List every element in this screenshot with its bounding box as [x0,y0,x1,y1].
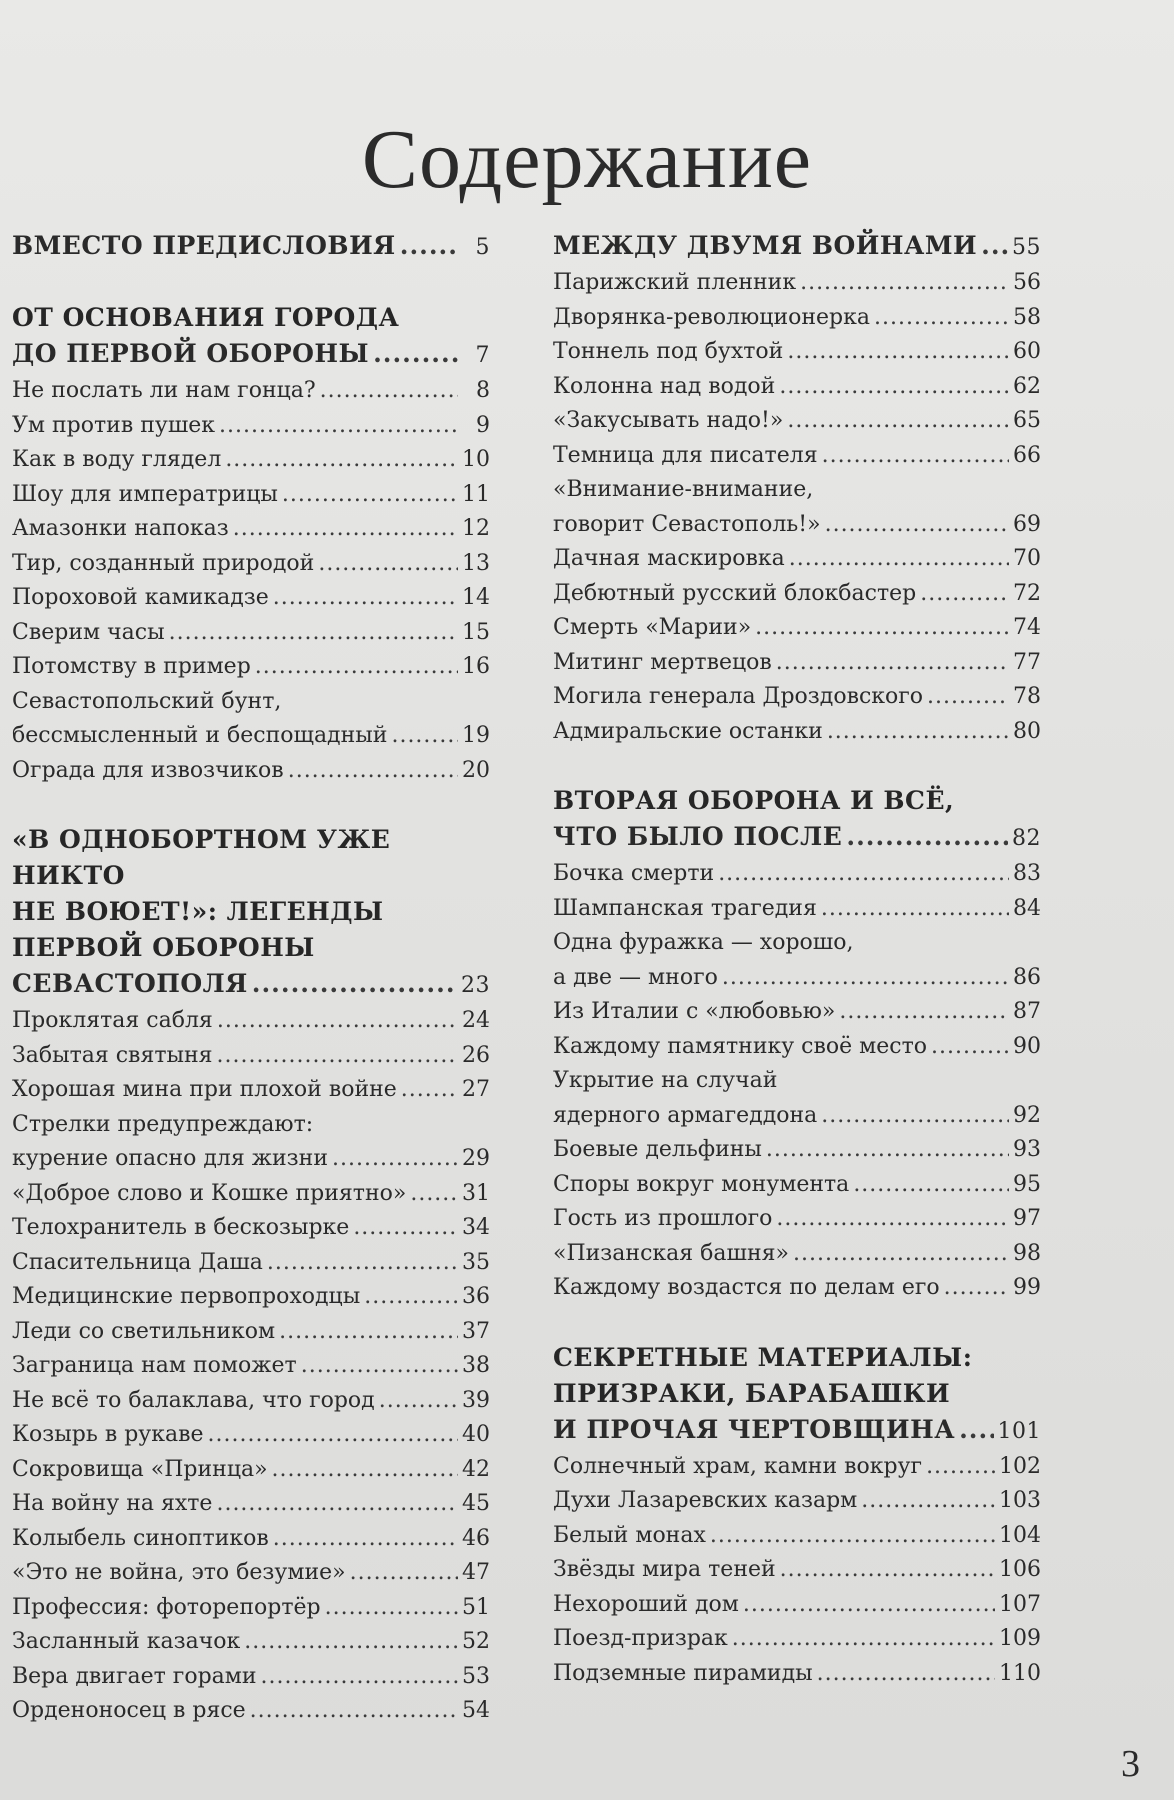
toc-entry-title: Каждому воздастся по делам его [553,1275,940,1300]
toc-entry-title: Амазонки напоказ [12,516,229,541]
page-ref: 19 [462,723,490,748]
toc-entry-line: «Внимание-внимание, [553,477,814,502]
toc-entry [553,1450,1041,1485]
section-title: И ПРОЧАЯ ЧЕРТОВЩИНА [553,1414,956,1444]
page-ref: 104 [999,1522,1041,1548]
dot-leader [400,228,458,264]
dot-leader [779,370,1009,405]
toc-entry-title: Медицинские первопроходцы [12,1284,361,1309]
dot-leader [780,1553,995,1588]
toc-section [553,1340,1041,1692]
toc-entry-title: курение опасно для жизни [12,1146,329,1171]
dot-leader [766,1133,1009,1168]
toc-right-column [553,228,1041,1725]
toc-entry [12,1660,490,1695]
toc-entry [12,1315,490,1350]
toc-entry-title: Из Италии с «любовью» [553,999,836,1024]
dot-leader [350,1556,458,1591]
page-ref: 93 [1013,1137,1041,1162]
toc-entry-title: Спасительница Даша [12,1249,263,1275]
dot-leader [787,335,1009,370]
toc-entry-title: Ограда для извозчиков [12,757,284,783]
dot-leader [926,1450,995,1485]
page-ref: 36 [462,1284,490,1309]
section-heading-line: ПРИЗРАКИ, БАРАБАШКИ [553,1378,951,1408]
toc-entry [553,335,1041,370]
section-heading [12,336,490,374]
toc-entry-title: Могила генерала Дроздовского [553,684,924,709]
page-ref: 40 [462,1422,490,1447]
toc-entry-title: Проклятая сабля [12,1008,213,1033]
toc-entry-title: Как в воду глядел [12,447,222,472]
page-ref: 78 [1013,684,1041,709]
dot-leader [817,1657,995,1692]
page-ref: 11 [462,481,490,507]
toc-entry-title: Нехороший дом [553,1591,739,1617]
page-ref: 10 [462,447,490,472]
toc-entry-title: Бочка смерти [553,861,715,886]
toc-entry-title: Засланный казачок [12,1629,241,1654]
dot-leader [846,819,1008,855]
page-ref: 109 [999,1626,1041,1651]
dot-leader [373,336,458,372]
page-ref: 37 [462,1318,490,1344]
section-heading-line: «В ОДНОБОРТНОМ УЖЕ НИКТО [12,825,391,890]
page-ref: 51 [462,1594,490,1620]
page-ref: 62 [1013,373,1041,399]
dot-leader [216,1487,458,1522]
toc-entry-line: Севастопольский бунт, [12,688,282,714]
toc-entry-title: Митинг мертвецов [553,649,772,675]
page-ref: 15 [462,619,490,645]
dot-leader [364,1280,458,1315]
toc-entry-title: Колыбель синоптиков [12,1525,269,1551]
toc-entry-title: «Закусывать надо!» [553,408,784,433]
toc-entry [12,1384,490,1419]
page-ref: 90 [1013,1033,1041,1059]
toc-entry-title: Козырь в рукаве [12,1422,204,1447]
toc-section [553,228,1041,749]
page-ref: 65 [1013,408,1041,433]
toc-entry-title: Ум против пушек [12,412,216,438]
section-heading-line: ОТ ОСНОВАНИЯ ГОРОДА [12,303,400,332]
toc-entry [12,1073,490,1108]
dot-leader [288,754,458,789]
toc-entry [553,1202,1041,1237]
toc-entry-title: Профессия: фоторепортёр [12,1594,321,1620]
toc-entry-title: Смерть «Марии» [553,615,752,640]
page-ref: 74 [1013,615,1041,640]
section-title: ЧТО БЫЛО ПОСЛЕ [553,822,843,851]
dot-leader [800,266,1009,301]
page-ref: 13 [462,550,490,576]
toc-entry [12,409,490,444]
toc-entry [12,478,490,513]
page-ref: 29 [462,1146,490,1171]
toc-entry [553,266,1041,301]
dot-leader [267,1246,458,1281]
page-ref: 77 [1013,649,1041,675]
toc-entry-title: Пороховой камикадзе [12,585,269,610]
page-ref: 23 [461,973,490,998]
page-ref: 39 [462,1387,490,1413]
page-ref: 35 [462,1249,490,1275]
toc-entry-title: Леди со светильником [12,1318,276,1344]
dot-leader [821,1099,1009,1134]
toc-entry [553,542,1041,577]
dot-leader [718,857,1009,892]
dot-leader [391,719,458,754]
dot-leader [353,1211,458,1246]
dot-leader [944,1271,1009,1306]
toc-entry [12,1522,490,1557]
toc-entry-title: говорит Севастополь!» [553,511,821,537]
toc-entry [553,404,1041,439]
dot-leader [787,404,1009,439]
toc-entry [553,995,1041,1030]
toc-entry-title: Не послать ли нам гонца? [12,378,316,403]
section-heading [553,819,1041,857]
page-ref: 92 [1013,1102,1041,1128]
dot-leader [273,581,458,616]
toc-left-column [12,228,490,1763]
page-ref: 70 [1013,546,1041,571]
toc-entry [553,370,1041,405]
page-ref: 95 [1013,1171,1041,1197]
section-heading-line: ПЕРВОЙ ОБОРОНЫ [12,933,315,962]
page-ref: 14 [462,585,490,610]
dot-leader [853,1168,1009,1203]
page-ref: 86 [1013,964,1041,990]
toc-entry-title: Забытая святыня [12,1042,213,1068]
page-ref: 66 [1013,442,1041,468]
page-ref: 97 [1013,1206,1041,1231]
page-ref: 69 [1013,511,1041,537]
dot-leader [743,1588,995,1623]
dot-leader [379,1384,458,1419]
page-ref: 110 [999,1660,1041,1686]
page-ref: 46 [462,1525,490,1551]
toc-entry [553,1168,1041,1203]
page-ref: 84 [1013,895,1041,921]
dot-leader [874,301,1009,336]
dot-leader [225,443,458,478]
page-ref: 20 [462,757,490,783]
toc-entry [12,1004,490,1039]
page-ref: 83 [1013,861,1041,886]
toc-entry [553,680,1041,715]
toc-entry [553,1133,1041,1168]
dot-leader [793,1237,1009,1272]
dot-leader [732,1622,995,1657]
toc-entry-title: Сверим часы [12,619,165,645]
page-ref: 72 [1013,580,1041,606]
toc-entry-title: Хорошая мина при плохой войне [12,1077,397,1102]
toc-entry-title: Заграница нам поможет [12,1353,297,1378]
page-ref: 16 [462,654,490,679]
page-ref: 42 [462,1456,490,1482]
toc-entry-title: Звёзды мира теней [553,1557,776,1582]
toc-entry [12,374,490,409]
toc-entry [553,439,1041,474]
toc-entry-title: Не всё то балаклава, что город [12,1387,375,1413]
dot-leader [325,1591,458,1626]
toc-entry [12,754,490,789]
page-ref: 45 [462,1491,490,1516]
toc-entry-title: Споры вокруг монумента [553,1171,850,1197]
toc-entry-title: Дворянка-революционерка [553,304,870,330]
dot-leader [208,1418,458,1453]
toc-entry-title: На войну на яхте [12,1491,213,1516]
page-ref: 31 [462,1180,490,1206]
dot-leader [861,1484,995,1519]
page-ref: 7 [475,343,490,368]
section-heading [12,228,490,266]
toc-entry-title: Орденоносец в рясе [12,1698,246,1723]
dot-leader [252,966,457,1002]
dot-leader [219,409,458,444]
page-ref: 54 [462,1698,490,1723]
toc-entry [12,1694,490,1729]
toc-entry [553,1588,1041,1623]
toc-entry [553,1030,1041,1065]
dot-leader [839,995,1009,1030]
section-title: ДО ПЕРВОЙ ОБОРОНЫ [12,339,370,368]
section-heading-line: НЕ ВОЮЕТ!»: ЛЕГЕНДЫ [12,897,384,926]
toc-entry [553,715,1041,750]
toc-section [553,783,1041,1306]
section-heading [553,228,1041,266]
toc-entry [553,508,1041,543]
toc-entry [12,1453,490,1488]
toc-entry-title: «Это не война, это безумие» [12,1560,346,1585]
page-ref: 53 [462,1663,490,1689]
dot-leader [825,508,1009,543]
toc-entry-title: Адмиральские останки [553,718,823,744]
dot-leader [981,228,1008,264]
toc-entry [553,1271,1041,1306]
page-ref: 101 [997,1418,1041,1444]
toc-entry [553,961,1041,996]
toc-entry [12,1039,490,1074]
toc-entry [553,611,1041,646]
toc-section [12,300,490,788]
toc-entry [12,1591,490,1626]
toc-entry [553,1622,1041,1657]
toc-entry-title: Телохранитель в бескозырке [12,1215,350,1240]
toc-entry [12,719,490,754]
toc-entry-title: бессмысленный и беспощадный [12,723,388,748]
page-ref: 5 [475,235,490,260]
toc-entry-title: Колонна над водой [553,373,776,399]
page-ref: 107 [999,1591,1041,1617]
section-title: МЕЖДУ ДВУМЯ ВОЙНАМИ [553,231,978,260]
dot-leader [318,547,458,582]
dot-leader [169,616,458,651]
toc-entry-title: Подземные пирамиды [553,1660,813,1686]
dot-leader [250,1694,458,1729]
page-title: Содержание [361,113,813,207]
toc-entry [12,1487,490,1522]
page-number: 3 [1121,1743,1140,1785]
page-ref: 106 [999,1557,1041,1582]
toc-entry-title: а две — много [553,964,718,990]
page-ref: 102 [999,1453,1041,1479]
dot-leader [920,577,1009,612]
toc-entry-line: Одна фуражка — хорошо, [553,930,854,955]
dot-leader [776,1202,1009,1237]
dot-leader [244,1625,458,1660]
toc-entry-title: Боевые дельфины [553,1137,762,1162]
page-ref: 56 [1013,270,1041,295]
toc-entry [553,1553,1041,1588]
dot-leader [755,611,1009,646]
page-ref: 38 [462,1353,490,1378]
toc-entry [12,1418,490,1453]
toc-entry [12,1556,490,1591]
section-title: ВМЕСТО ПРЕДИСЛОВИЯ [12,231,396,260]
page-ref: 82 [1012,826,1041,851]
dot-leader [332,1142,458,1177]
page-ref: 103 [999,1488,1041,1513]
dot-leader [273,1522,458,1557]
toc-entry-title: Парижский пленник [553,270,797,295]
dot-leader [710,1519,995,1554]
toc-entry-title: Потомству в пример [12,654,251,679]
page-ref: 27 [462,1077,490,1102]
toc-entry-title: «Пизанская башня» [553,1240,789,1266]
dot-leader [776,646,1009,681]
dot-leader [320,374,458,409]
toc-entry [12,650,490,685]
dot-leader [827,715,1009,750]
page-ref: 24 [462,1008,490,1033]
toc-entry [12,512,490,547]
toc-entry [12,581,490,616]
section-heading-line: СЕКРЕТНЫЕ МАТЕРИАЛЫ: [553,1342,973,1372]
page-ref: 12 [462,516,490,541]
toc-entry-title: Белый монах [553,1522,706,1548]
page-ref: 34 [462,1215,490,1240]
dot-leader [927,680,1009,715]
toc-entry-title: Духи Лазаревских казарм [553,1488,858,1513]
toc-entry [553,1657,1041,1692]
dot-leader [821,892,1009,927]
section-title: СЕВАСТОПОЛЯ [12,969,248,998]
dot-leader [959,1412,993,1448]
dot-leader [272,1453,458,1488]
page-ref: 58 [1013,304,1041,330]
page-ref: 9 [476,412,490,438]
page-ref: 52 [462,1629,490,1654]
dot-leader [217,1004,458,1039]
toc-entry-title: Шампанская трагедия [553,895,817,921]
dot-leader [401,1073,458,1108]
toc-entry [553,857,1041,892]
toc-entry-title: Дачная маскировка [553,546,785,571]
page-ref: 60 [1013,339,1041,364]
toc-section [12,822,490,1729]
dot-leader [822,439,1009,474]
dot-leader [217,1039,458,1074]
page-ref: 8 [476,378,490,403]
dot-leader [789,542,1009,577]
toc-entry-title: Гость из прошлого [553,1206,773,1231]
toc-entry-title: Дебютный русский блокбастер [553,580,917,606]
toc-entry [553,892,1041,927]
toc-entry-title: Каждому памятнику своё место [553,1033,928,1059]
page-ref: 99 [1013,1275,1041,1300]
toc-entry [553,1484,1041,1519]
dot-leader [279,1315,458,1350]
dot-leader [931,1030,1009,1065]
toc-entry [12,1349,490,1384]
toc-entry [553,1237,1041,1272]
toc-entry-title: Солнечный храм, камни вокруг [553,1453,923,1479]
page-ref: 87 [1013,999,1041,1024]
dot-leader [261,1660,458,1695]
toc-entry [553,577,1041,612]
toc-entry [12,1280,490,1315]
toc-entry-line: Стрелки предупреждают: [12,1111,314,1137]
toc-entry [12,1142,490,1177]
page-ref: 47 [462,1560,490,1585]
toc-entry [12,1246,490,1281]
page-ref: 55 [1012,235,1041,260]
toc-entry-title: Сокровища «Принца» [12,1456,268,1482]
toc-entry [553,1099,1041,1134]
page-ref: 80 [1013,718,1041,744]
page-ref: 26 [462,1042,490,1068]
dot-leader [410,1177,458,1212]
toc-entry [12,1211,490,1246]
dot-leader [301,1349,458,1384]
dot-leader [722,961,1009,996]
toc-entry-title: Шоу для императрицы [12,481,278,507]
toc-entry-title: Тоннель под бухтой [553,339,784,364]
section-heading [553,1412,1041,1450]
toc-entry-title: Поезд-призрак [553,1626,728,1651]
dot-leader [282,478,458,513]
toc-entry-title: Вера двигает горами [12,1663,257,1689]
toc-entry-title: Тир, созданный природой [12,550,315,576]
toc-entry-title: ядерного армагеддона [553,1102,818,1128]
page-ref: 98 [1013,1240,1041,1266]
toc-entry [553,1519,1041,1554]
toc-entry-line: Укрытие на случай [553,1068,778,1093]
dot-leader [233,512,458,547]
toc-entry [12,443,490,478]
toc-section [12,228,490,266]
toc-entry [553,646,1041,681]
toc-entry-title: «Доброе слово и Кошке приятно» [12,1180,407,1206]
dot-leader [255,650,458,685]
toc-entry-title: Темница для писателя [553,442,818,468]
section-heading [12,966,490,1004]
toc-entry [12,1625,490,1660]
section-heading-line: ВТОРАЯ ОБОРОНА И ВСЁ, [553,786,955,815]
toc-entry [12,547,490,582]
toc-entry [553,301,1041,336]
toc-entry [12,1177,490,1212]
toc-entry [12,616,490,651]
